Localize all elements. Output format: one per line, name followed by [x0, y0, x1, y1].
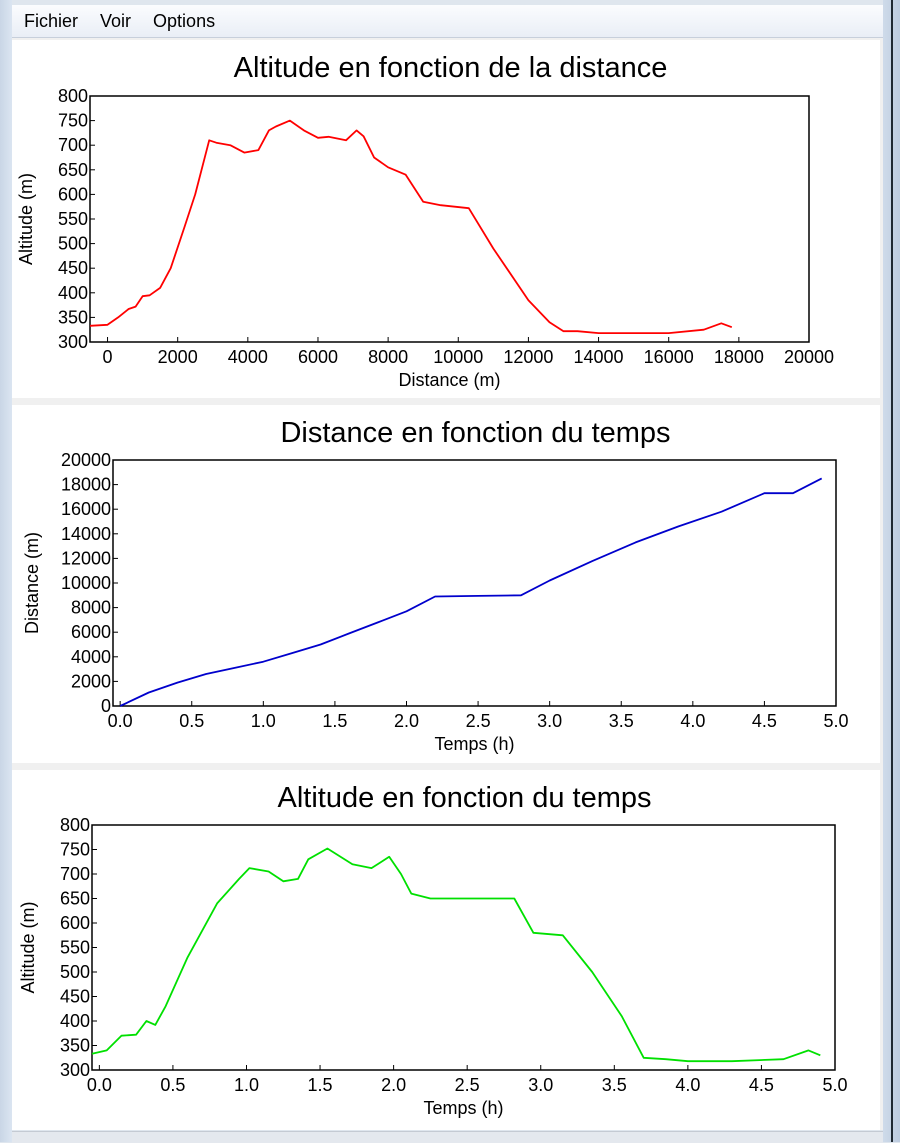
- y-axis-label: Altitude (m): [18, 901, 38, 994]
- x-tick-label: 3.0: [537, 711, 563, 731]
- y-tick-label: 650: [59, 888, 90, 909]
- y-tick-label: 4000: [70, 646, 111, 667]
- x-tick-label: 12000: [503, 347, 554, 367]
- chart-title: Altitude en fonction de la distance: [233, 52, 668, 84]
- y-tick-label: 20000: [60, 450, 111, 470]
- x-tick-label: 0.0: [86, 1075, 112, 1095]
- y-tick-label: 700: [59, 864, 90, 884]
- x-axis-label: Temps (h): [434, 734, 515, 754]
- y-tick-label: 650: [57, 159, 88, 180]
- y-tick-label: 16000: [60, 499, 111, 520]
- plot-frame: [90, 96, 809, 342]
- chart-title: Distance en fonction du temps: [280, 417, 671, 449]
- x-axis-label: Temps (h): [423, 1098, 504, 1118]
- status-bar: [12, 1131, 883, 1143]
- series-line: [120, 478, 822, 706]
- x-tick-label: 4.0: [675, 1075, 701, 1095]
- y-tick-label: 550: [57, 209, 88, 229]
- x-tick-label: 14000: [573, 347, 624, 367]
- y-tick-label: 700: [57, 135, 88, 156]
- menu-options[interactable]: Options: [153, 11, 216, 31]
- y-tick-label: 600: [59, 913, 90, 933]
- x-tick-label: 5.0: [822, 1075, 848, 1095]
- x-tick-label: 0.0: [107, 711, 133, 731]
- x-tick-label: 3.0: [528, 1075, 554, 1095]
- y-tick-label: 6000: [70, 622, 111, 643]
- chart-panel-distance-time: [12, 405, 880, 763]
- y-tick-label: 2000: [70, 671, 111, 692]
- x-tick-label: 6000: [297, 347, 338, 367]
- x-tick-label: 16000: [643, 347, 694, 367]
- x-tick-label: 0.5: [160, 1075, 186, 1095]
- x-tick-label: 1.0: [250, 711, 276, 731]
- window-frame-left: [0, 0, 12, 1142]
- chart-panel-altitude-distance: [12, 40, 880, 398]
- menu-fichier[interactable]: Fichier: [24, 11, 79, 31]
- y-tick-label: 750: [59, 839, 90, 860]
- chart-distance-time: [12, 405, 880, 763]
- series-line: [90, 121, 732, 334]
- chart-altitude-time: [12, 770, 880, 1130]
- y-tick-label: 800: [59, 815, 90, 835]
- x-tick-label: 20000: [783, 347, 835, 367]
- x-tick-label: 2.5: [454, 1075, 480, 1095]
- y-tick-label: 300: [59, 1060, 90, 1080]
- x-axis-label: Distance (m): [398, 370, 501, 390]
- chart-panel-altitude-time: [12, 770, 880, 1130]
- x-tick-label: 0: [102, 347, 113, 367]
- y-axis-label: Distance (m): [22, 531, 42, 635]
- x-tick-label: 3.5: [601, 1075, 627, 1095]
- y-tick-label: 450: [59, 986, 90, 1007]
- y-tick-label: 14000: [60, 523, 111, 544]
- plot-frame: [92, 825, 835, 1070]
- x-tick-label: 5.0: [823, 711, 849, 731]
- x-tick-label: 8000: [368, 347, 409, 367]
- y-tick-label: 10000: [60, 573, 111, 593]
- x-tick-label: 1.5: [307, 1075, 333, 1095]
- y-tick-label: 350: [59, 1035, 90, 1056]
- x-tick-label: 2000: [157, 347, 198, 367]
- y-tick-label: 0: [100, 696, 111, 716]
- chart-title: Altitude en fonction du temps: [277, 782, 652, 814]
- x-tick-label: 3.5: [608, 711, 634, 731]
- x-tick-label: 1.5: [322, 711, 348, 731]
- y-tick-label: 800: [57, 86, 88, 106]
- y-tick-label: 550: [59, 937, 90, 958]
- y-tick-label: 400: [59, 1011, 90, 1031]
- x-tick-label: 0.5: [179, 711, 205, 731]
- x-tick-label: 4.5: [751, 711, 777, 731]
- menu-voir[interactable]: Voir: [100, 11, 132, 31]
- x-tick-label: 4000: [227, 347, 268, 367]
- plot-frame: [113, 460, 836, 706]
- y-tick-label: 450: [57, 258, 88, 279]
- y-tick-label: 350: [57, 307, 88, 328]
- window-frame-edge: [891, 0, 893, 1142]
- y-tick-label: 400: [57, 282, 88, 303]
- menu-bar: [12, 5, 883, 38]
- y-axis-label: Altitude (m): [16, 172, 36, 266]
- x-tick-label: 10000: [433, 347, 484, 367]
- x-tick-label: 2.0: [381, 1075, 407, 1095]
- x-tick-label: 2.0: [393, 711, 420, 731]
- y-tick-label: 500: [57, 233, 88, 254]
- y-tick-label: 300: [57, 332, 88, 352]
- y-tick-label: 18000: [60, 474, 111, 495]
- y-tick-label: 600: [57, 184, 88, 205]
- x-tick-label: 4.5: [748, 1075, 774, 1095]
- y-tick-label: 750: [57, 110, 88, 131]
- y-tick-label: 8000: [70, 597, 111, 618]
- y-tick-label: 500: [59, 962, 90, 982]
- chart-altitude-distance: [12, 40, 880, 398]
- series-line: [92, 849, 820, 1062]
- x-tick-label: 18000: [713, 347, 764, 367]
- x-tick-label: 1.0: [233, 1075, 260, 1095]
- y-tick-label: 12000: [60, 548, 111, 569]
- x-tick-label: 4.0: [680, 711, 706, 731]
- x-tick-label: 2.5: [465, 711, 491, 731]
